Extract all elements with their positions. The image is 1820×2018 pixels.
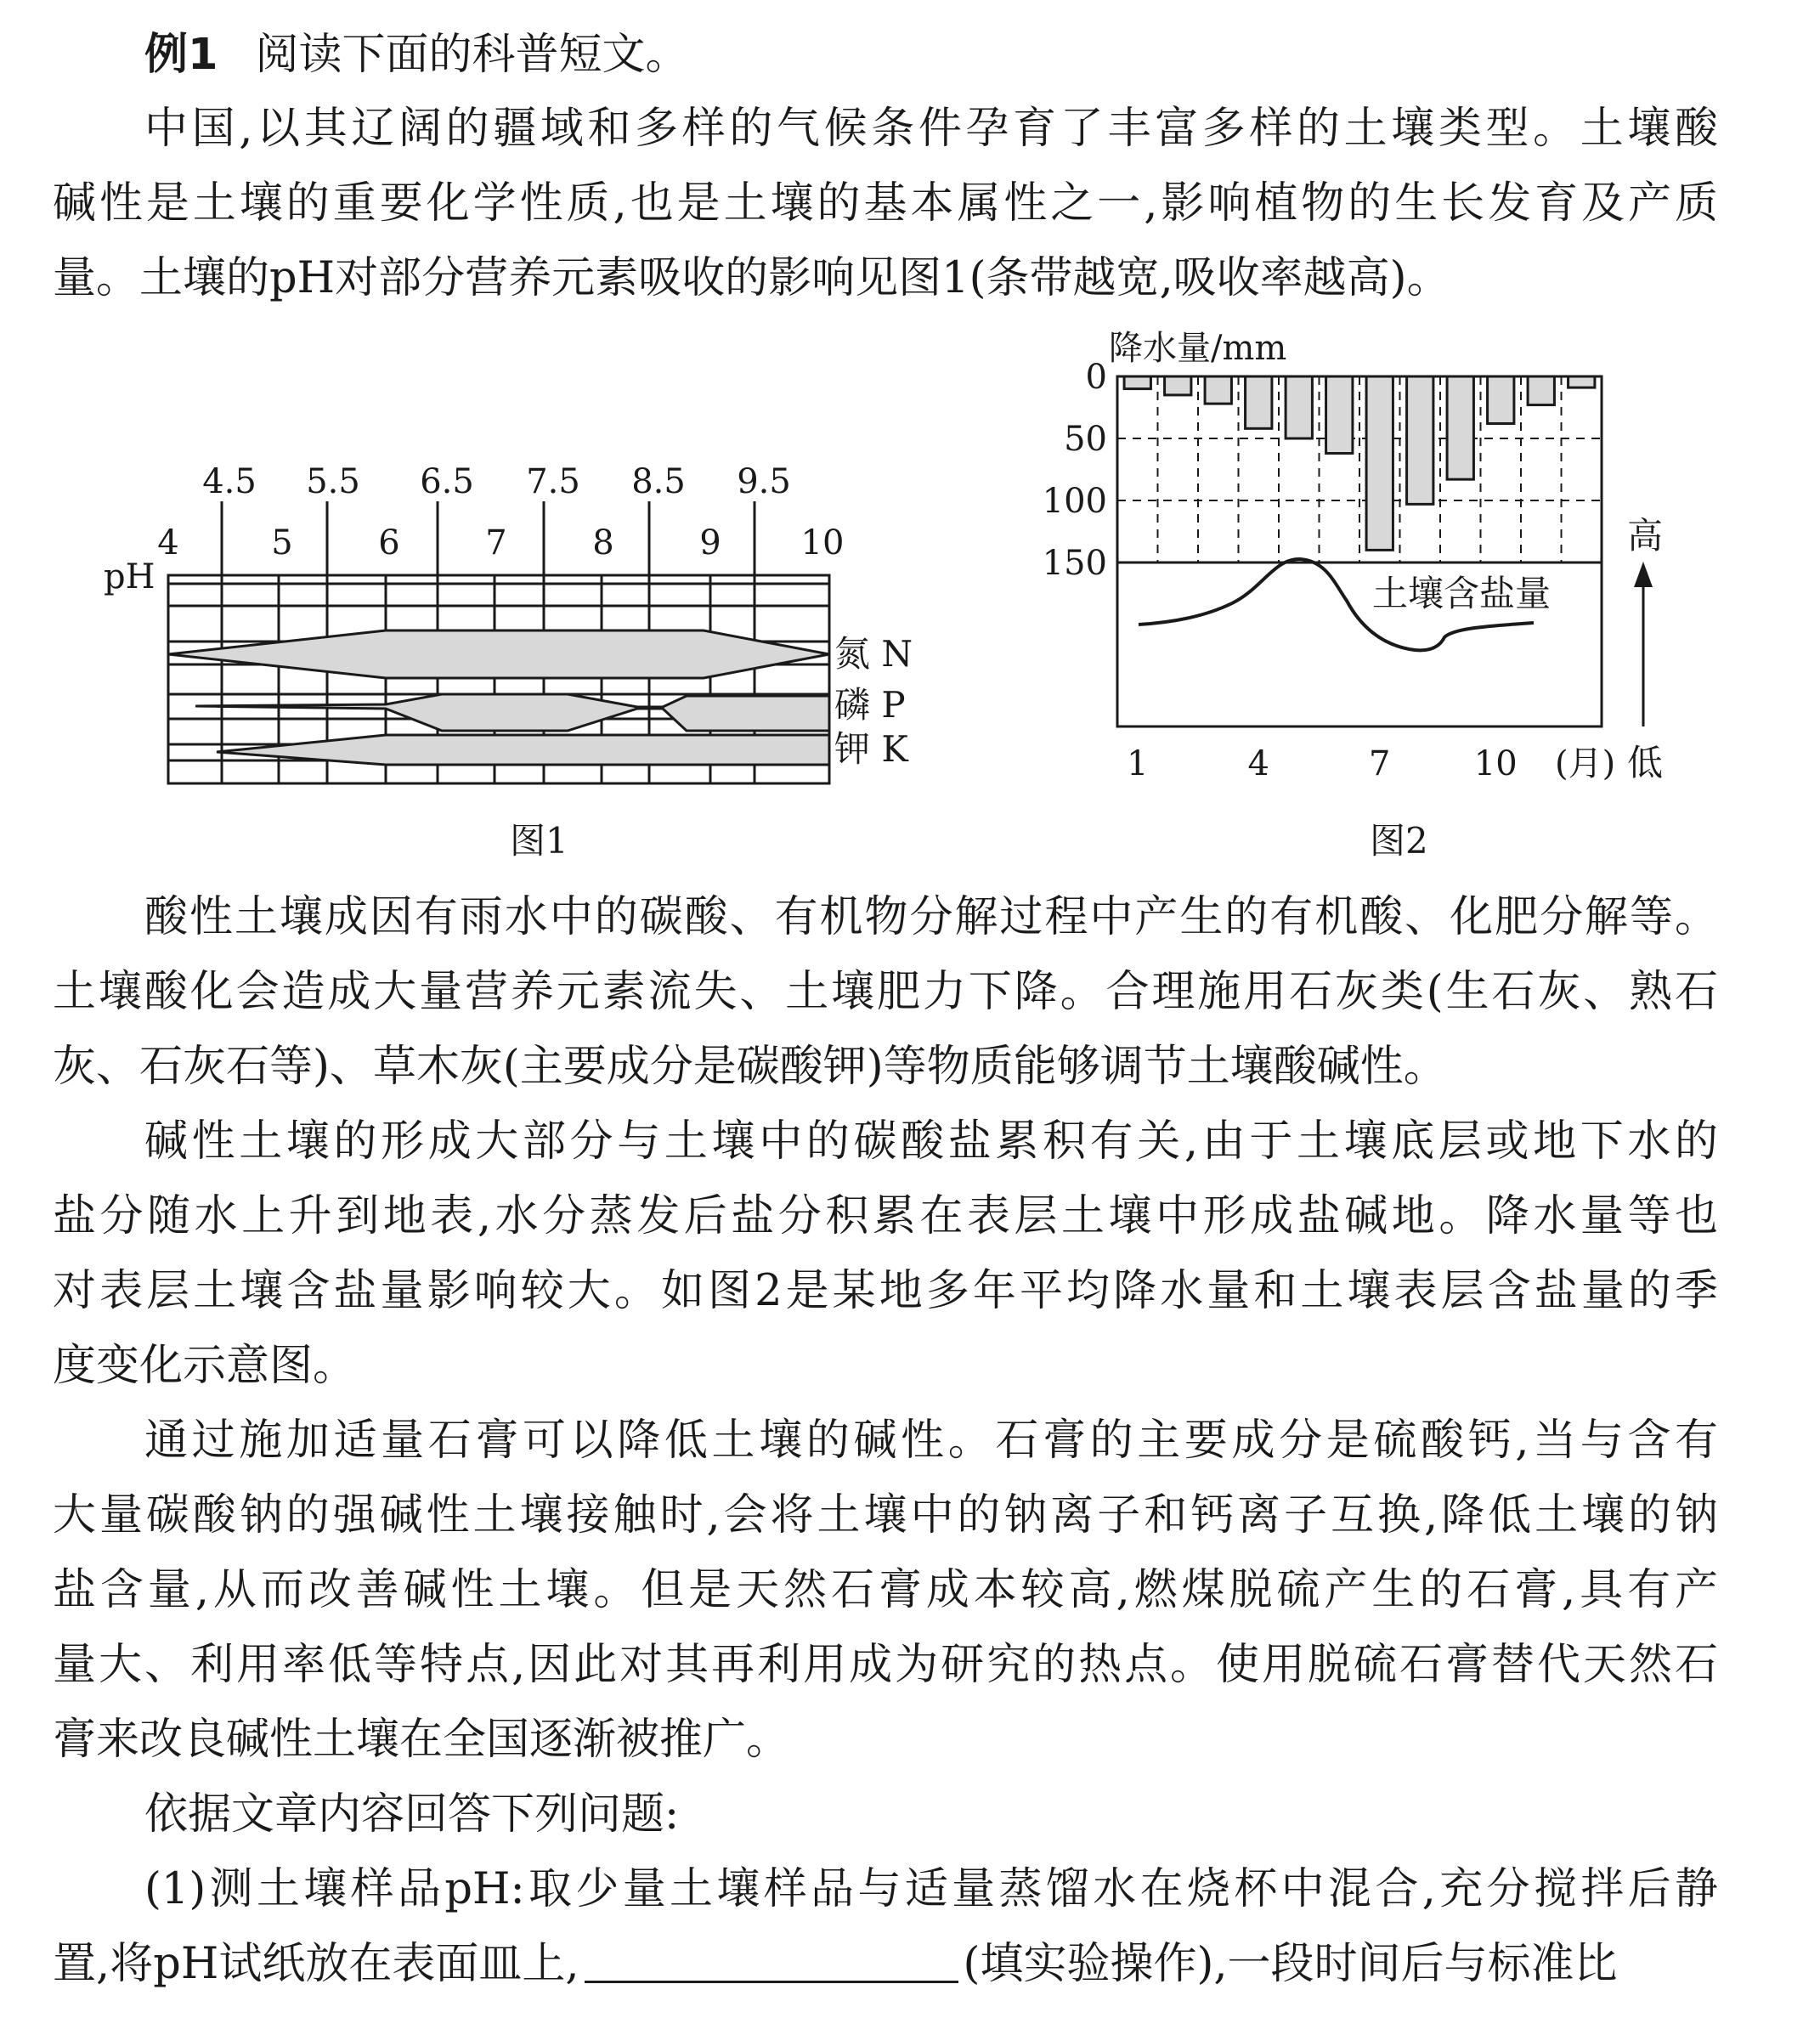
ph-tick: 4.5 <box>202 462 257 501</box>
ph-axis-label: pH <box>104 557 155 596</box>
arrow-low-label: 低 <box>1627 742 1664 783</box>
figure-1-top-ticks <box>202 462 791 501</box>
figure-1-nutrient-labels <box>834 633 913 770</box>
x-tick-label: 4 <box>1247 744 1269 783</box>
figure-2-chart <box>1032 319 1678 794</box>
example-title: 阅读下面的科普短文。 <box>255 30 689 80</box>
ph-tick: 4 <box>157 523 179 562</box>
y-tick-labels <box>1043 358 1107 583</box>
y-tick-label: 50 <box>1064 420 1107 459</box>
precipitation-bar <box>1366 376 1393 550</box>
text-line: 碱性是土壤的重要化学性质,也是土壤的基本属性之一,影响植物的生长发育及产质 <box>53 178 1718 229</box>
text-line: 量。土壤的pH对部分营养元素吸收的影响见图1(条带越宽,吸收率越高)。 <box>53 253 1450 303</box>
x-tick-labels <box>1127 744 1518 783</box>
precipitation-bar <box>1286 376 1312 438</box>
precipitation-bars <box>1124 376 1595 550</box>
ph-tick: 10 <box>800 523 845 562</box>
ph-tick: 9.5 <box>737 462 791 501</box>
question-text: 置,将pH试纸放在表面皿上, <box>53 1939 579 1989</box>
nitrogen-label: 氮 N <box>834 633 913 675</box>
y-tick-label: 100 <box>1042 482 1107 521</box>
x-unit-label: (月) <box>1555 744 1616 783</box>
ph-tick: 8 <box>592 523 614 562</box>
arrow-high-label: 高 <box>1627 515 1664 557</box>
text-line: 量大、利用率低等特点,因此对其再利用成为研究的热点。使用脱硫石膏替代天然石 <box>53 1640 1718 1690</box>
nitrogen-band <box>168 630 829 678</box>
figure-1-caption: 图1 <box>510 820 568 862</box>
text-line: 灰、石灰石等)、草木灰(主要成分是碳酸钾)等物质能够调节土壤酸碱性。 <box>53 1042 1447 1092</box>
figure-2-caption: 图2 <box>1370 820 1428 862</box>
text-line: 大量碳酸钠的强碱性土壤接触时,会将土壤中的钠离子和钙离子互换,降低土壤的钠 <box>53 1490 1718 1540</box>
text-line: 土壤酸化会造成大量营养元素流失、土壤肥力下降。合理施用石灰类(生石灰、熟石 <box>53 967 1718 1017</box>
phosphorus-band <box>195 694 829 731</box>
figure-1 <box>93 450 943 816</box>
text-line: 盐含量,从而改善碱性土壤。但是天然石膏成本较高,燃煤脱硫产生的石膏,具有产 <box>53 1565 1718 1615</box>
precipitation-bar <box>1447 376 1473 479</box>
precipitation-bar <box>1326 376 1353 454</box>
y-tick-label: 0 <box>1085 358 1107 397</box>
figure-1-mid-ticks <box>157 523 844 562</box>
precipitation-bar <box>1246 376 1272 428</box>
ph-tick: 9 <box>699 523 721 562</box>
ph-tick: 6 <box>378 523 400 562</box>
ph-tick: 7.5 <box>526 462 580 501</box>
example-heading <box>144 17 689 93</box>
precipitation-bar <box>1205 376 1231 404</box>
question-1-line-2 <box>53 1926 1718 2003</box>
precipitation-bar <box>1407 376 1433 504</box>
ph-tick: 8.5 <box>631 462 686 501</box>
precipitation-bar <box>1124 376 1150 389</box>
precipitation-bar <box>1165 376 1191 395</box>
y-tick-label: 150 <box>1042 544 1107 583</box>
text-line: 中国,以其辽阔的疆域和多样的气候条件孕育了丰富多样的土壤类型。土壤酸 <box>144 104 1718 154</box>
ph-tick: 5.5 <box>306 462 360 501</box>
precipitation-bar <box>1528 376 1554 405</box>
precipitation-bar <box>1568 376 1595 387</box>
ph-tick: 5 <box>271 523 293 562</box>
salt-curve-label: 土壤含盐量 <box>1372 573 1552 614</box>
answer-blank[interactable] <box>585 1933 958 1983</box>
arrow-up-icon <box>1634 562 1653 587</box>
x-tick-label: 10 <box>1473 744 1518 783</box>
text-line: 对表层土壤含盐量影响较大。如图2是某地多年平均降水量和土壤表层含盐量的季 <box>53 1266 1718 1316</box>
phosphorus-label: 磷 P <box>834 684 906 726</box>
x-tick-label: 1 <box>1127 744 1149 783</box>
x-tick-label: 7 <box>1369 744 1391 783</box>
potassium-label: 钾 K <box>834 728 908 770</box>
precipitation-axis-label: 降水量/mm <box>1109 329 1287 368</box>
text-line: 膏来改良碱性土壤在全国逐渐被推广。 <box>53 1715 790 1765</box>
ph-tick: 7 <box>485 523 507 562</box>
question-text: (填实验操作),一段时间后与标准比 <box>963 1939 1618 1989</box>
text-line: 盐分随水上升到地表,水分蒸发后盐分积累在表层土壤中形成盐碱地。降水量等也 <box>53 1191 1718 1241</box>
example-label: 例1 <box>144 30 218 80</box>
precipitation-bar <box>1488 376 1514 423</box>
ph-tick: 6.5 <box>420 462 474 501</box>
text-line: 碱性土壤的形成大部分与土壤中的碳酸盐累积有关,由于土壤底层或地下水的 <box>144 1116 1718 1167</box>
text-line: 度变化示意图。 <box>53 1341 357 1391</box>
question-intro: 依据文章内容回答下列问题: <box>144 1789 680 1840</box>
question-1-line-1: (1)测土壤样品pH:取少量土壤样品与适量蒸馏水在烧杯中混合,充分搅拌后静 <box>144 1864 1718 1914</box>
text-line: 通过施加适量石膏可以降低土壤的碱性。石膏的主要成分是硫酸钙,当与含有 <box>144 1416 1718 1466</box>
high-low-arrow <box>1627 515 1663 783</box>
text-line: 酸性土壤成因有雨水中的碳酸、有机物分解过程中产生的有机酸、化肥分解等。 <box>144 892 1718 942</box>
